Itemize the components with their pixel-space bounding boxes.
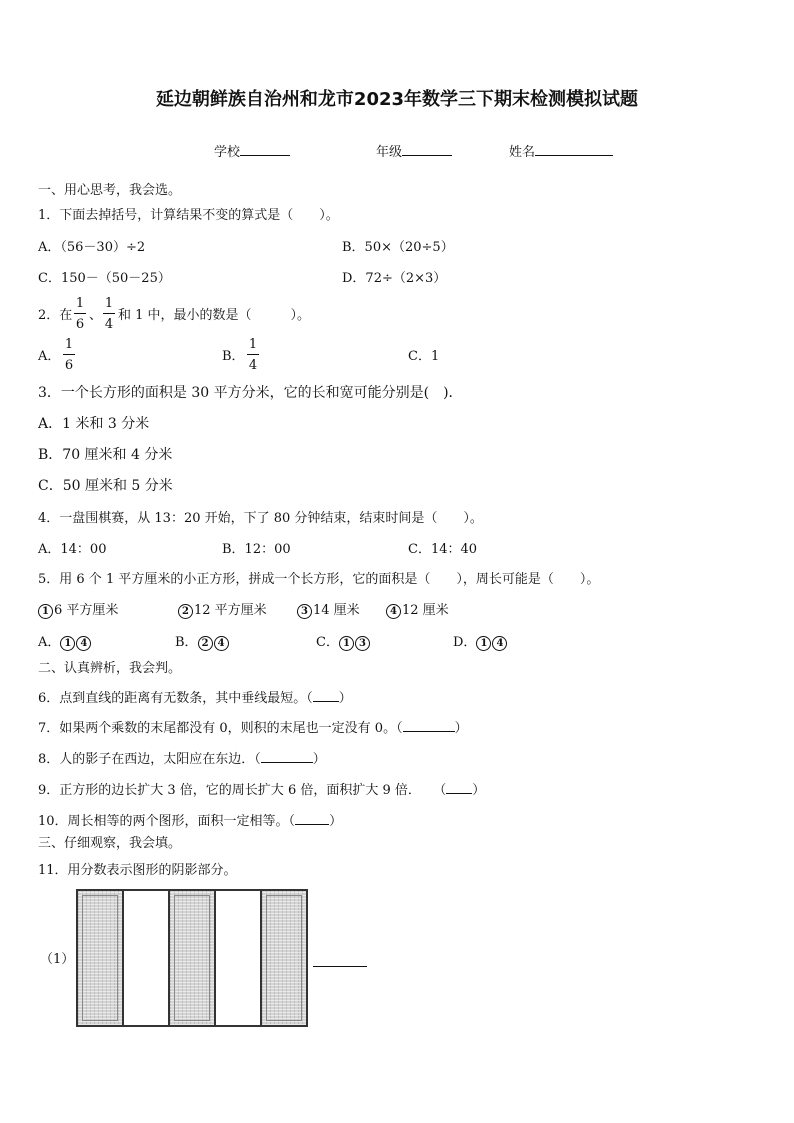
grade-blank[interactable]: [402, 142, 452, 156]
grade-label: 年级: [376, 145, 403, 160]
circled-number-2: 2: [198, 636, 213, 651]
name-field[interactable]: [509, 142, 613, 161]
q10-text: 10．周长相等的两个图形，面积一定相等。: [38, 814, 289, 829]
q5-choice-2: [178, 603, 267, 619]
grade-field[interactable]: [376, 142, 452, 161]
q2-frac2-numerator: 1: [104, 296, 114, 311]
q4-option-a[interactable]: A．14：00: [38, 542, 107, 557]
blank-strip-4: [214, 889, 262, 1027]
q11-answer-blank[interactable]: [313, 966, 367, 967]
circled-number-4: 4: [76, 636, 91, 651]
shaded-strip-1: [76, 889, 124, 1027]
q1-option-d[interactable]: D．72÷（2×3）: [342, 271, 447, 286]
q2-option-b-label[interactable]: B．: [222, 349, 245, 364]
q2-option-b-bar: [247, 354, 259, 355]
school-label: 学校: [214, 145, 241, 160]
q8-answer-blank[interactable]: [261, 749, 313, 763]
q7-answer-blank[interactable]: [403, 718, 455, 732]
q5-choice-3: [297, 603, 360, 619]
q2-option-a-label[interactable]: A．: [38, 349, 61, 364]
circled-number-1: 1: [60, 636, 75, 651]
q5-choice-3-text: 14 厘米: [313, 603, 360, 618]
q3-option-c[interactable]: C．50 厘米和 5 分米: [38, 478, 173, 494]
q2-stem-start: 2．在: [38, 308, 73, 323]
q8-text: 8．人的影子在西边，太阳应在东边．: [38, 752, 255, 767]
section-2-heading: 二、认真辨析，我会判。: [38, 661, 182, 676]
q2-option-a-bar: [63, 354, 75, 355]
q3-option-b[interactable]: B．70 厘米和 4 分米: [38, 447, 173, 463]
fraction-figure: [76, 889, 310, 1029]
q5-option-a-label: A．: [38, 635, 61, 650]
name-blank[interactable]: [535, 142, 613, 156]
q2-stem-end: 和 1 中，最小的数是（ ）。: [118, 308, 311, 323]
q1-option-b[interactable]: B．50×（20÷5）: [342, 240, 454, 255]
q5-stem: 5．用 6 个 1 平方厘米的小正方形，拼成一个长方形，它的面积是（ ），周长可能是（ ）。: [38, 572, 600, 587]
q7-statement: 7．如果两个乘数的末尾都没有 0，则积的末尾也一定没有 0。（ ）: [38, 718, 468, 737]
q5-option-c[interactable]: [316, 635, 371, 651]
page-title: 延边朝鲜族自治州和龙市2023年数学三下期末检测模拟试题: [155, 89, 639, 110]
q10-statement: 10．周长相等的两个图形，面积一定相等。（ ）: [38, 811, 342, 830]
circled-number-3: 3: [355, 636, 370, 651]
q9-answer-blank[interactable]: [446, 780, 472, 794]
circled-number-4: 4: [492, 636, 507, 651]
q5-choice-1: [38, 603, 118, 619]
q2-option-b-numerator: 1: [248, 337, 258, 352]
section-3-heading: 三、仔细观察，我会填。: [38, 836, 182, 851]
q2-frac1-bar: [74, 313, 86, 314]
circled-number-2: 2: [178, 604, 193, 619]
q5-option-c-label: C．: [316, 635, 339, 650]
shaded-strip-3: [168, 889, 216, 1027]
q2-option-b-denominator: 4: [248, 358, 258, 373]
q5-choice-1-text: 6 平方厘米: [54, 603, 119, 618]
q2-option-a-denominator: 6: [64, 358, 74, 373]
q2-frac1-denominator: 6: [75, 317, 85, 332]
q10-answer-blank[interactable]: [295, 811, 329, 825]
q9-statement: 9．正方形的边长扩大 3 倍，它的周长扩大 6 倍，面积扩大 9 倍． （ ）: [38, 780, 485, 799]
q6-text: 6．点到直线的距离有无数条，其中垂线最短。: [38, 691, 307, 706]
q9-text: 9．正方形的边长扩大 3 倍，它的周长扩大 6 倍，面积扩大 9 倍．: [38, 783, 421, 798]
q2-frac1-numerator: 1: [75, 296, 85, 311]
q2-option-c[interactable]: C．1: [408, 349, 440, 364]
q5-option-a[interactable]: [38, 635, 92, 651]
q2-option-a-numerator: 1: [64, 337, 74, 352]
school-field[interactable]: [214, 142, 290, 161]
q5-option-b-label: B．: [175, 635, 198, 650]
circled-number-4: 4: [386, 604, 401, 619]
q4-option-b[interactable]: B．12：00: [222, 542, 291, 557]
blank-strip-2: [122, 889, 170, 1027]
circled-number-3: 3: [297, 604, 312, 619]
q5-choice-4-text: 12 厘米: [402, 603, 449, 618]
name-label: 姓名: [509, 145, 536, 160]
circled-number-1: 1: [38, 604, 53, 619]
q5-choice-2-text: 12 平方厘米: [194, 603, 267, 618]
q2-frac2-denominator: 4: [104, 317, 114, 332]
shaded-strip-5: [260, 889, 308, 1027]
q1-option-c[interactable]: C．150－（50－25）: [38, 271, 171, 286]
circled-number-1: 1: [476, 636, 491, 651]
q2-frac2-bar: [103, 313, 115, 314]
q1-stem: 1．下面去掉括号，计算结果不变的算式是（ ）。: [38, 208, 339, 223]
q5-option-d-label: D．: [453, 635, 477, 650]
q5-choice-4: [386, 603, 449, 619]
school-blank[interactable]: [240, 142, 290, 156]
q5-option-b[interactable]: [175, 635, 230, 651]
q1-option-a[interactable]: A．（56－30）÷2: [38, 240, 146, 255]
q7-text: 7．如果两个乘数的末尾都没有 0，则积的末尾也一定没有 0。: [38, 721, 397, 736]
q6-statement: 6．点到直线的距离有无数条，其中垂线最短。（ ）: [38, 688, 352, 707]
q5-option-d[interactable]: [453, 635, 508, 651]
q2-separator: 、: [89, 308, 103, 323]
q6-answer-blank[interactable]: [313, 688, 339, 702]
q8-statement: 8．人的影子在西边，太阳应在东边．（ ）: [38, 749, 326, 768]
q4-stem: 4．一盘围棋赛，从 13：20 开始，下了 80 分钟结束，结束时间是（ ）。: [38, 511, 483, 526]
circled-number-4: 4: [214, 636, 229, 651]
q3-option-a[interactable]: A．1 米和 3 分米: [38, 416, 150, 432]
q3-stem: 3．一个长方形的面积是 30 平方分米，它的长和宽可能分别是( )．: [38, 385, 463, 401]
circled-number-1: 1: [339, 636, 354, 651]
q11-stem: 11．用分数表示图形的阴影部分。: [38, 863, 237, 878]
q11-part1-label: （1）: [40, 952, 75, 967]
q4-option-c[interactable]: C．14：40: [408, 542, 478, 557]
section-1-heading: 一、用心思考，我会选。: [38, 183, 182, 198]
